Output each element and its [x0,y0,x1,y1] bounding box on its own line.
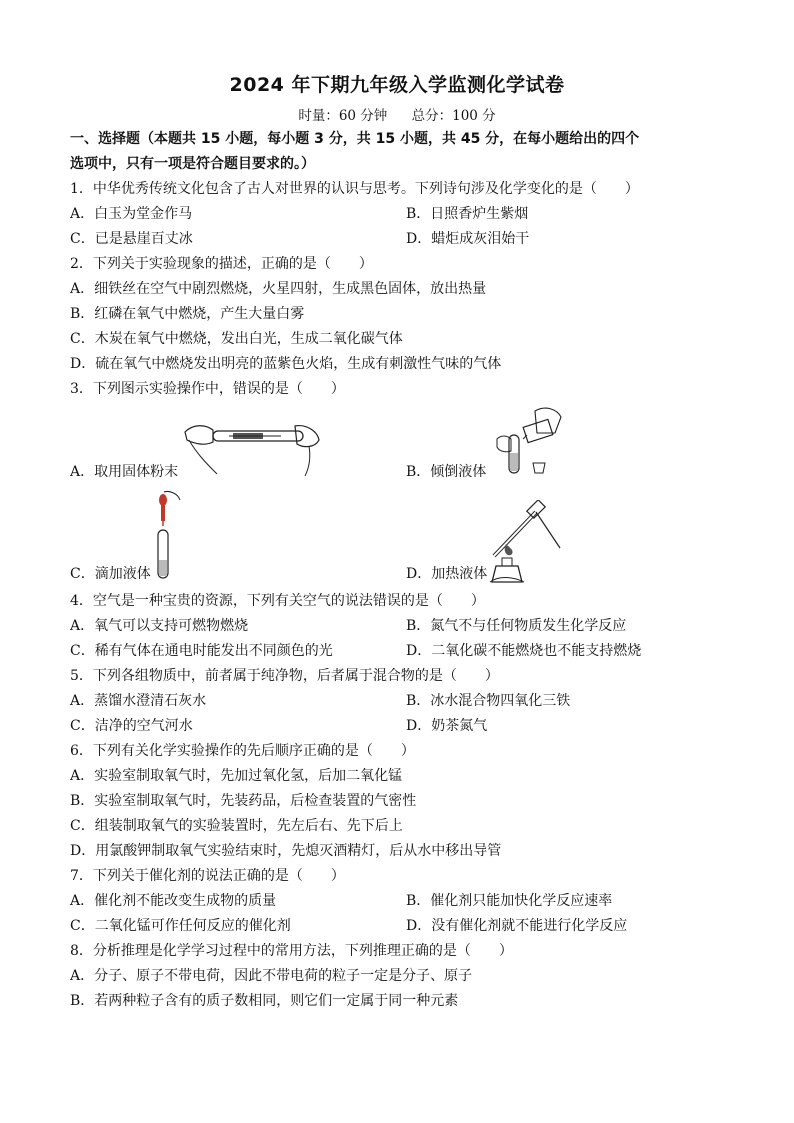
q1-option-c[interactable]: C．已是悬崖百丈冰 [70,231,193,247]
dropper-icon [150,490,186,582]
q2-option-d[interactable]: D．硫在氧气中燃烧发出明亮的蓝紫色火焰，生成有刺激性气味的气体 [70,356,502,372]
q4-option-a[interactable]: A．氧气可以支持可燃物燃烧 [70,618,249,634]
q1-option-a[interactable]: A．白玉为堂金作马 [70,206,193,222]
q4-option-c[interactable]: C．稀有气体在通电时能发出不同颜色的光 [70,643,333,659]
q6-option-c[interactable]: C．组装制取氧气的实验装置时，先左后右、先下后上 [70,818,403,834]
q6-stem: 6．下列有关化学实验操作的先后顺序正确的是（ ） [70,743,415,759]
q2-option-a[interactable]: A．细铁丝在空气中剧烈燃烧，火星四射，生成黑色固体，放出热量 [70,281,487,297]
q3-stem: 3．下列图示实验操作中，错误的是（ ） [70,381,345,397]
q2-option-b[interactable]: B．红磷在氧气中燃烧，产生大量白雾 [70,306,305,322]
q6-option-b[interactable]: B．实验室制取氧气时，先装药品，后检查装置的气密性 [70,793,417,809]
exam-title: 2024 年下期九年级入学监测化学试卷 [229,74,565,96]
q1-option-b[interactable]: B．日照香炉生紫烟 [406,206,529,222]
pour-liquid-icon [495,405,565,477]
q3-option-d[interactable]: D．加热液体 [406,566,488,582]
q2-stem: 2．下列关于实验现象的描述，正确的是（ ） [70,256,373,272]
q1-stem: 1．中华优秀传统文化包含了古人对世界的认识与思考。下列诗句涉及化学变化的是（ ） [70,181,639,197]
q8-option-b[interactable]: B．若两种粒子含有的质子数相同，则它们一定属于同一种元素 [70,993,459,1009]
heating-tube-icon [486,500,566,584]
q8-stem: 8．分析推理是化学学习过程中的常用方法，下列推理正确的是（ ） [70,943,513,959]
q7-option-a[interactable]: A．催化剂不能改变生成物的质量 [70,893,277,909]
q1-option-d[interactable]: D．蜡炬成灰泪始干 [406,231,530,247]
section-heading: 一、选择题（本题共 15 小题，每小题 3 分，共 15 小题，共 45 分，在每小题给出的四个 选项中，只有一项是符合题目要求的。） [70,131,640,172]
q2-option-c[interactable]: C．木炭在氧气中燃烧，发出白光，生成二氧化碳气体 [70,331,403,347]
q5-stem: 5．下列各组物质中，前者属于纯净物，后者属于混合物的是（ ） [70,668,499,684]
q5-option-a[interactable]: A．蒸馏水澄清石灰水 [70,693,207,709]
q6-option-d[interactable]: D．用氯酸钾制取氧气实验结束时，先熄灭酒精灯，后从水中移出导管 [70,843,502,859]
q7-option-d[interactable]: D．没有催化剂就不能进行化学反应 [406,918,628,934]
q7-option-b[interactable]: B．催化剂只能加快化学反应速率 [406,893,613,909]
q3-option-b[interactable]: B．倾倒液体 [406,464,487,480]
q4-option-b[interactable]: B．氮气不与任何物质发生化学反应 [406,618,627,634]
q5-option-b[interactable]: B．冰水混合物四氧化三铁 [406,693,571,709]
q6-option-a[interactable]: A．实验室制取氧气时，先加过氧化氢，后加二氧化锰 [70,768,403,784]
q5-option-c[interactable]: C．洁净的空气河水 [70,718,193,734]
q3-option-a[interactable]: A．取用固体粉末 [70,464,179,480]
time-limit: 时量：60 分钟 [298,108,388,124]
total-score: 总分：100 分 [411,108,496,124]
q3-option-c[interactable]: C．滴加液体 [70,566,151,582]
q4-stem: 4．空气是一种宝贵的资源，下列有关空气的说法错误的是（ ） [70,593,485,609]
q4-option-d[interactable]: D．二氧化碳不能燃烧也不能支持燃烧 [406,643,642,659]
q7-stem: 7．下列关于催化剂的说法正确的是（ ） [70,868,345,884]
q8-option-a[interactable]: A．分子、原子不带电荷，因此不带电荷的粒子一定是分子、原子 [70,968,473,984]
exam-meta [0,104,794,124]
q5-option-d[interactable]: D．奶茶氮气 [406,718,488,734]
q7-option-c[interactable]: C．二氧化锰可作任何反应的催化剂 [70,918,291,934]
powder-scoop-icon [183,418,323,478]
